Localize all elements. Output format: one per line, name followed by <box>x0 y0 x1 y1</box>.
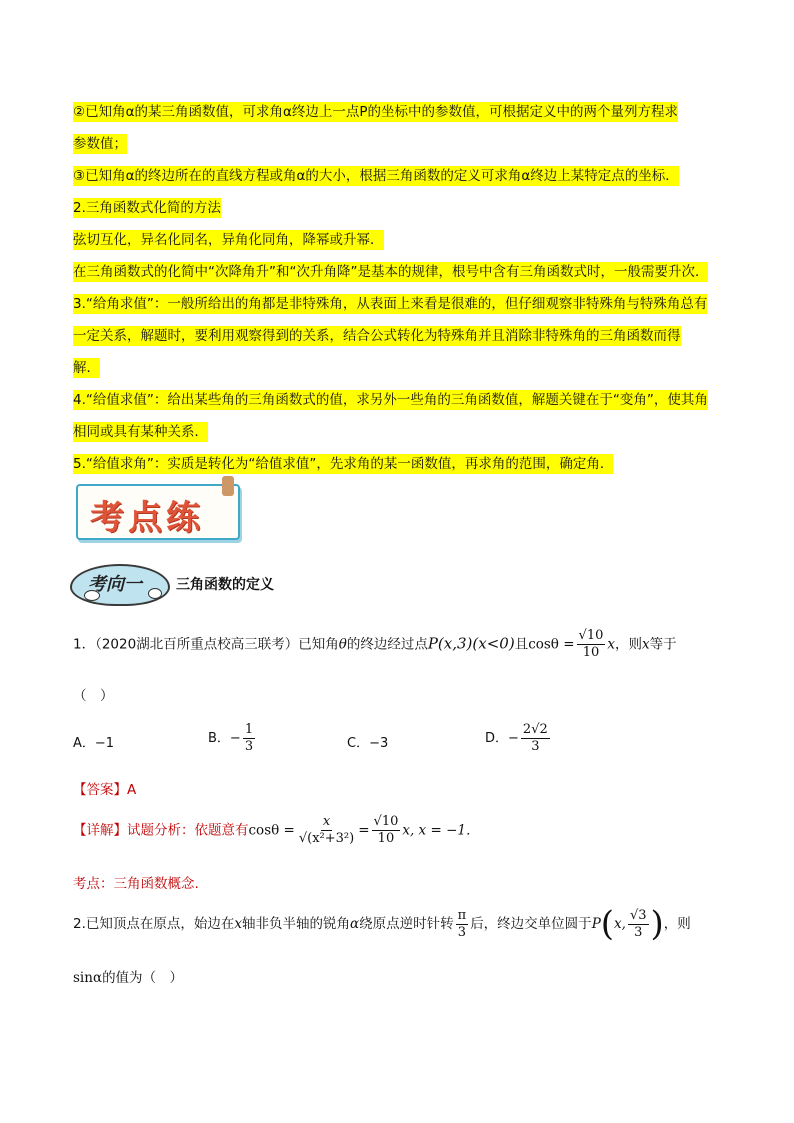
q2-sin: sinα <box>73 970 103 986</box>
q1-x2: x <box>642 636 650 653</box>
q2-part4: 后，终边交单位圆于 <box>470 916 592 932</box>
option-b-num: 1 <box>244 722 254 737</box>
section-3a: 3.“给角求值”：一般所给出的角都是非特殊角，从表面上来看是很难的，但仔细观察非特殊角与特殊角总有 <box>73 296 708 312</box>
note-line-2b: 参数值； <box>73 136 127 152</box>
q2-py-fraction <box>628 908 649 941</box>
section-4a: 4.“给值求值”：给出某些角的三角函数式的值，求另外一些角的三角函数值，解题关键在于“变角”，使其角 <box>73 392 708 408</box>
banner-title: 考点练 <box>90 498 204 538</box>
method-notes <box>73 96 723 480</box>
option-d: D．− $\frac{2√2}{3}$ <box>485 722 548 754</box>
section-4b: 相同或具有某种关系． <box>73 424 208 440</box>
q1-x: x <box>607 636 615 653</box>
q1-tail2: 等于 <box>649 636 677 653</box>
option-d-num: 2√2 <box>522 722 548 737</box>
q2-then: ，则 <box>663 916 691 932</box>
answer-label: 【答案】A <box>73 782 137 798</box>
q2-px: x, <box>614 916 626 932</box>
q2-line2-tail: 的值为（ ） <box>102 970 184 986</box>
kaodianlian-banner <box>76 484 240 540</box>
simplify-law: 在三角函数式的化简中“次降角升”和“次升角降”是基本的规律，根号中含有三角函数式时，一般需要升次． <box>73 264 709 280</box>
detail-cos: cosθ = <box>248 822 295 839</box>
option-b-label: B． <box>208 731 230 746</box>
question-2 <box>73 904 691 944</box>
detail-fraction-2 <box>372 814 401 847</box>
q1-cos: cosθ = <box>528 636 575 653</box>
option-b-den: 3 <box>244 739 254 754</box>
q2-pi-fraction <box>456 908 469 941</box>
tag-bubble-icon <box>148 588 162 599</box>
q1-theta: θ <box>338 636 347 653</box>
q2-x: x <box>234 916 243 932</box>
detail-den2: 10 <box>377 831 395 846</box>
kaoxiang-tag <box>70 564 166 606</box>
q2-P: P <box>591 916 601 932</box>
q1-point: P(x,3)(x<0) <box>427 634 515 653</box>
q2-paren-left: ( <box>600 904 615 944</box>
q2-py-den: 3 <box>634 924 643 940</box>
section-3b: 一定关系，解题时，要利用观察得到的关系，结合公式转化为特殊角并且消除非特殊角的三角函数而得 <box>73 328 681 344</box>
detail-num2: √10 <box>373 814 399 829</box>
detail-eq: = <box>358 822 370 839</box>
detail-num: x <box>322 814 331 829</box>
section-5: 5.“给值求角”：实质是转化为“给值求值”，先求角的某一函数值，再求角的范围，确定角． <box>73 456 614 472</box>
detail-fraction-1 <box>297 814 356 847</box>
option-b-fraction <box>243 722 255 755</box>
detail-label: 【详解】 <box>73 822 127 839</box>
note-line-2a: ②已知角α的某三角函数值，可求角α终边上一点P的坐标中的参数值，可根据定义中的两个量列方程求 <box>73 104 679 120</box>
banner-clip-icon <box>222 476 234 496</box>
option-d-fraction <box>521 722 550 755</box>
option-a: A．−1 <box>73 736 115 751</box>
q2-pi-num: π <box>457 907 467 923</box>
detail-tail: x, x = −1． <box>402 822 480 839</box>
option-b: B．− $\frac{1}{3}$ <box>208 722 254 754</box>
detail-line <box>73 814 479 847</box>
note-line-3: ③已知角α的终边所在的直线方程或角α的大小，根据三角函数的定义可求角α终边上某特定点的坐标． <box>73 168 679 184</box>
q2-part3: 绕原点逆时针转 <box>359 916 454 932</box>
q2-py-num: √3 <box>629 907 647 923</box>
section-heading-2: 2.三角函数式化简的方法 <box>73 200 221 216</box>
simplify-rule: 弦切互化，异名化同名，异角化同角，降幂或升幂． <box>73 232 384 248</box>
q1-mid: 的终边经过点 <box>346 636 428 653</box>
option-d-den: 3 <box>531 739 540 754</box>
q2-pi-den: 3 <box>457 924 467 940</box>
question-2-line2 <box>73 966 183 986</box>
q1-fraction <box>577 628 606 661</box>
section-3c: 解． <box>73 360 100 376</box>
kaodian-note: 考点：三角函数概念. <box>73 876 199 892</box>
q2-paren-right: ) <box>650 904 664 944</box>
option-c: C．−3 <box>347 736 389 751</box>
q1-prefix: 1．（2020湖北百所重点校高三联考）已知角 <box>73 636 339 653</box>
q2-alpha: α <box>350 916 360 932</box>
q1-num: √10 <box>578 628 604 643</box>
q2-part1: 2.已知顶点在原点，始边在 <box>73 916 235 932</box>
q1-tail: ，则 <box>615 636 642 653</box>
detail-text: 试题分析：依题意有 <box>127 822 249 839</box>
topic-title: 三角函数的定义 <box>176 577 274 593</box>
option-d-label: D． <box>485 731 509 746</box>
q2-part2: 轴非负半轴的锐角 <box>242 916 351 932</box>
detail-den: √(x²+3²) <box>298 831 355 846</box>
tag-label: 考向一 <box>88 574 142 595</box>
q1-blank: （ ） <box>73 688 114 704</box>
question-1 <box>73 628 677 661</box>
q1-den: 10 <box>582 645 600 660</box>
q1-and: 且 <box>514 636 529 653</box>
